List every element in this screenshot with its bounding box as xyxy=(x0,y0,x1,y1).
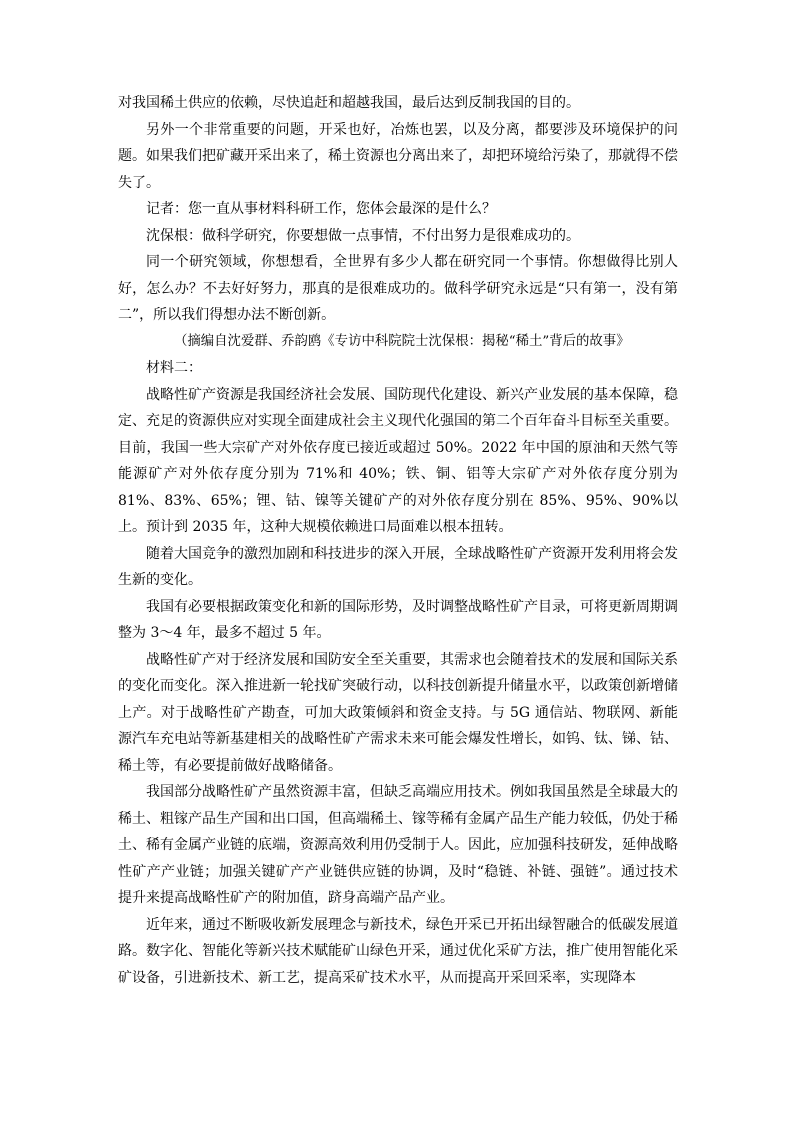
document-body xyxy=(118,90,678,991)
paragraph-continuation: 对我国稀土供应的依赖，尽快追赶和超越我国，最后达到反制我国的目的。 xyxy=(118,95,580,111)
material-two-heading: 材料二： xyxy=(146,360,202,376)
paragraph-environment: 另外一个非常重要的问题，开采也好，冶炼也罢，以及分离，都要涉及环境保护的问题。如果我们把矿藏开采出来了，稀土资源也分离出来了，却把环境给污染了，那就得不偿失了。 xyxy=(118,121,678,191)
paragraph-demand: 战略性矿产对于经济发展和国防安全至关重要，其需求也会随着技术的发展和国际关系的变化而变化。深入推进新一轮找矿突破行动，以科技创新提升储量水平，以政策创新增储上产。对于战略性矿产勘查，可加大政策倾斜和资金支持。与 5G 通信站、物联网、新能源汽车充电站等新基建相关的战略性矿产需求未来可能会爆发性增长，如钨、钛、锑、钴、稀土等，有必要提前做好战略储备。 xyxy=(118,651,678,774)
paragraph-reporter-question: 记者：您一直从事材料科研工作，您体会最深的是什么？ xyxy=(146,201,496,217)
paragraph-competition: 随着大国竞争的激烈加剧和科技进步的深入开展，全球战略性矿产资源开发利用将会发生新的变化。 xyxy=(118,545,678,588)
paragraph-strategic-minerals: 战略性矿产资源是我国经济社会发展、国防现代化建设、新兴产业发展的基本保障，稳定、充足的资源供应对实现全面建成社会主义现代化强国的第二个百年奋斗目标至关重要。目前，我国一些大宗矿产对外依存度已接近或超过 50%。2022 年中国的原油和天然气等能源矿产对外依存度分别为 71%和 40%；铁、铜、铝等大宗矿产对外依存度分别为 81%、83%、65%；锂、钴、镍等关键矿产的对外依存度分别在 85%、95%、90%以上。预计到 2035 年，这种大规模依赖进口局面难以根本扭转。 xyxy=(118,386,678,535)
paragraph-catalog-adjustment: 我国有必要根据政策变化和新的国际形势，及时调整战略性矿产目录，可将更新周期调整为 3～4 年，最多不超过 5 年。 xyxy=(118,598,678,641)
paragraph-research-field: 同一个研究领域，你想想看，全世界有多少人都在研究同一个事情。你想做得比别人好，怎么办？不去好好努力，那真的是很难成功的。做科学研究永远是“只有第一，没有第二”，所以我们得想办法不断创新。 xyxy=(118,254,678,323)
paragraph-shen-answer: 沈保根：做科学研究，你要想做一点事情，不付出努力是很难成功的。 xyxy=(146,227,580,244)
paragraph-green-mining: 近年来，通过不断吸收新发展理念与新技术，绿色开采已开拓出绿智融合的低碳发展道路。数字化、智能化等新兴技术赋能矿山绿色开采，通过优化采矿方法，推广使用智能化采矿设备，引进新技术、新工艺，提高采矿技术水平，从而提高开采回采率，实现降本 xyxy=(118,916,678,986)
paragraph-technology: 我国部分战略性矿产虽然资源丰富，但缺乏高端应用技术。例如我国虽然是全球最大的稀土、粗镓产品生产国和出口国，但高端稀土、镓等稀有金属产品生产能力较低，仍处于稀土、稀有金属产业链的底端，资源高效利用仍受制于人。因此，应加强科技研发，延伸战略性矿产产业链；加强关键矿产产业链供应链的协调，及时“稳链、补链、强链”。通过技术提升来提高战略性矿产的附加值，跻身高端产品产业。 xyxy=(118,784,678,906)
source-citation: （摘编自沈爱群、乔韵鸥《专访中科院院士沈保根：揭秘“稀土”背后的故事》 xyxy=(174,333,630,349)
